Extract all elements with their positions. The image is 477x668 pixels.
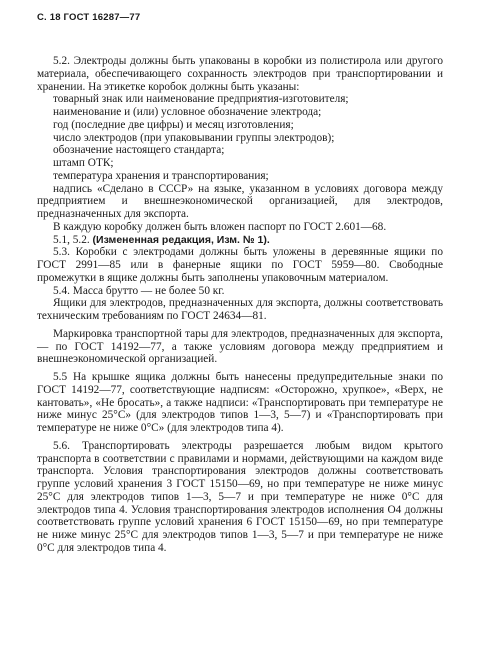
document-body bbox=[37, 55, 443, 555]
paragraph-5-2: 5.2. Электроды должны быть упакованы в коробки из полистирола или другого материала, обеспечивающего сохранность электродов при транспортировании и хранении. На этикетке коробок должны быть указаны: bbox=[37, 55, 443, 93]
list-item: обозначение настоящего стандарта; bbox=[53, 144, 225, 157]
paragraph-amendment bbox=[37, 234, 443, 247]
paragraph-5-3: 5.3. Коробки с электродами должны быть уложены в деревянные ящики по ГОСТ 2991—85 или в фанерные ящики по ГОСТ 5959—80. Свободные промежутки в ящике должны быть заполнены упаковочным материалом. bbox=[37, 246, 443, 284]
paragraph-5-4: 5.4. Масса брутто — не более 50 кг. bbox=[53, 284, 225, 297]
paragraph-export-boxes: Ящики для электродов, предназначенных для экспорта, должны соответствовать техническим требованиям по ГОСТ 24634—81. bbox=[37, 297, 443, 322]
list-item: штамп ОТК; bbox=[53, 157, 114, 169]
list-item: год (последние две цифры) и месяц изготовления; bbox=[53, 118, 294, 131]
list-item: температура хранения и транспортирования; bbox=[53, 169, 269, 182]
paragraph-5-6: 5.6. Транспортировать электроды разрешается любым видом крытого транспорта в соответствии с правилами и нормами, действующими на каждом виде транспорта. Условия транспортирования электродов должны соответствовать группе условий хранения 3 ГОСТ 15150—69, но при температуре не ниже минус 25°С для электродов типов 1—3, 5—7 и при температуре не ниже 0°С для электродов типа 4. Условия транспортирования электродов исполнения О4 должны соответствовать группе условий хранения 6 ГОСТ 15150—69, но при температуре не ниже минус 25°С для электродов типов 1—3, 5—7 и при температуре не ниже 0°С для электродов типа 4. bbox=[37, 439, 443, 554]
list-item: наименование и (или) условное обозначение электрода; bbox=[53, 106, 322, 118]
paragraph-export-inscription: надпись «Сделано в СССР» на языке, указанном в условиях договора между предприятием и внешнеэкономической организацией, для электродов, предназначенных для экспорта. bbox=[37, 182, 443, 220]
paragraph-5-5: 5.5 На крышке ящика должны быть нанесены предупредительные знаки по ГОСТ 14192—77, соответствующие надписям: «Осторожно, хрупкое», «Верх, не кантовать», «Не бросать», а также надписи: «Транспортировать при температуре не ниже минус 25°С» (для электродов типов 1—3, 5—7) и «Транспортировать при температуре не ниже 0°С» (для электродов типа 4). bbox=[37, 371, 443, 434]
amendment-clauses: 5.1, 5.2. bbox=[53, 233, 90, 246]
paragraph-marking: Маркировка транспортной тары для электродов, предназначенных для экспорта, — по ГОСТ 14192—77, а также условиям договора между предприятием и внешнеэкономической организацией. bbox=[37, 327, 443, 366]
list-item: товарный знак или наименование предприятия-изготовителя; bbox=[53, 93, 349, 106]
amendment-note: (Измененная редакция, Изм. № 1). bbox=[92, 233, 270, 246]
page-header: С. 18 ГОСТ 16287—77 bbox=[37, 12, 141, 23]
label-requirements-list bbox=[37, 93, 443, 182]
paragraph-passport: В каждую коробку должен быть вложен паспорт по ГОСТ 2.601—68. bbox=[53, 220, 387, 233]
list-item: число электродов (при упаковывании группы электродов); bbox=[53, 131, 335, 144]
